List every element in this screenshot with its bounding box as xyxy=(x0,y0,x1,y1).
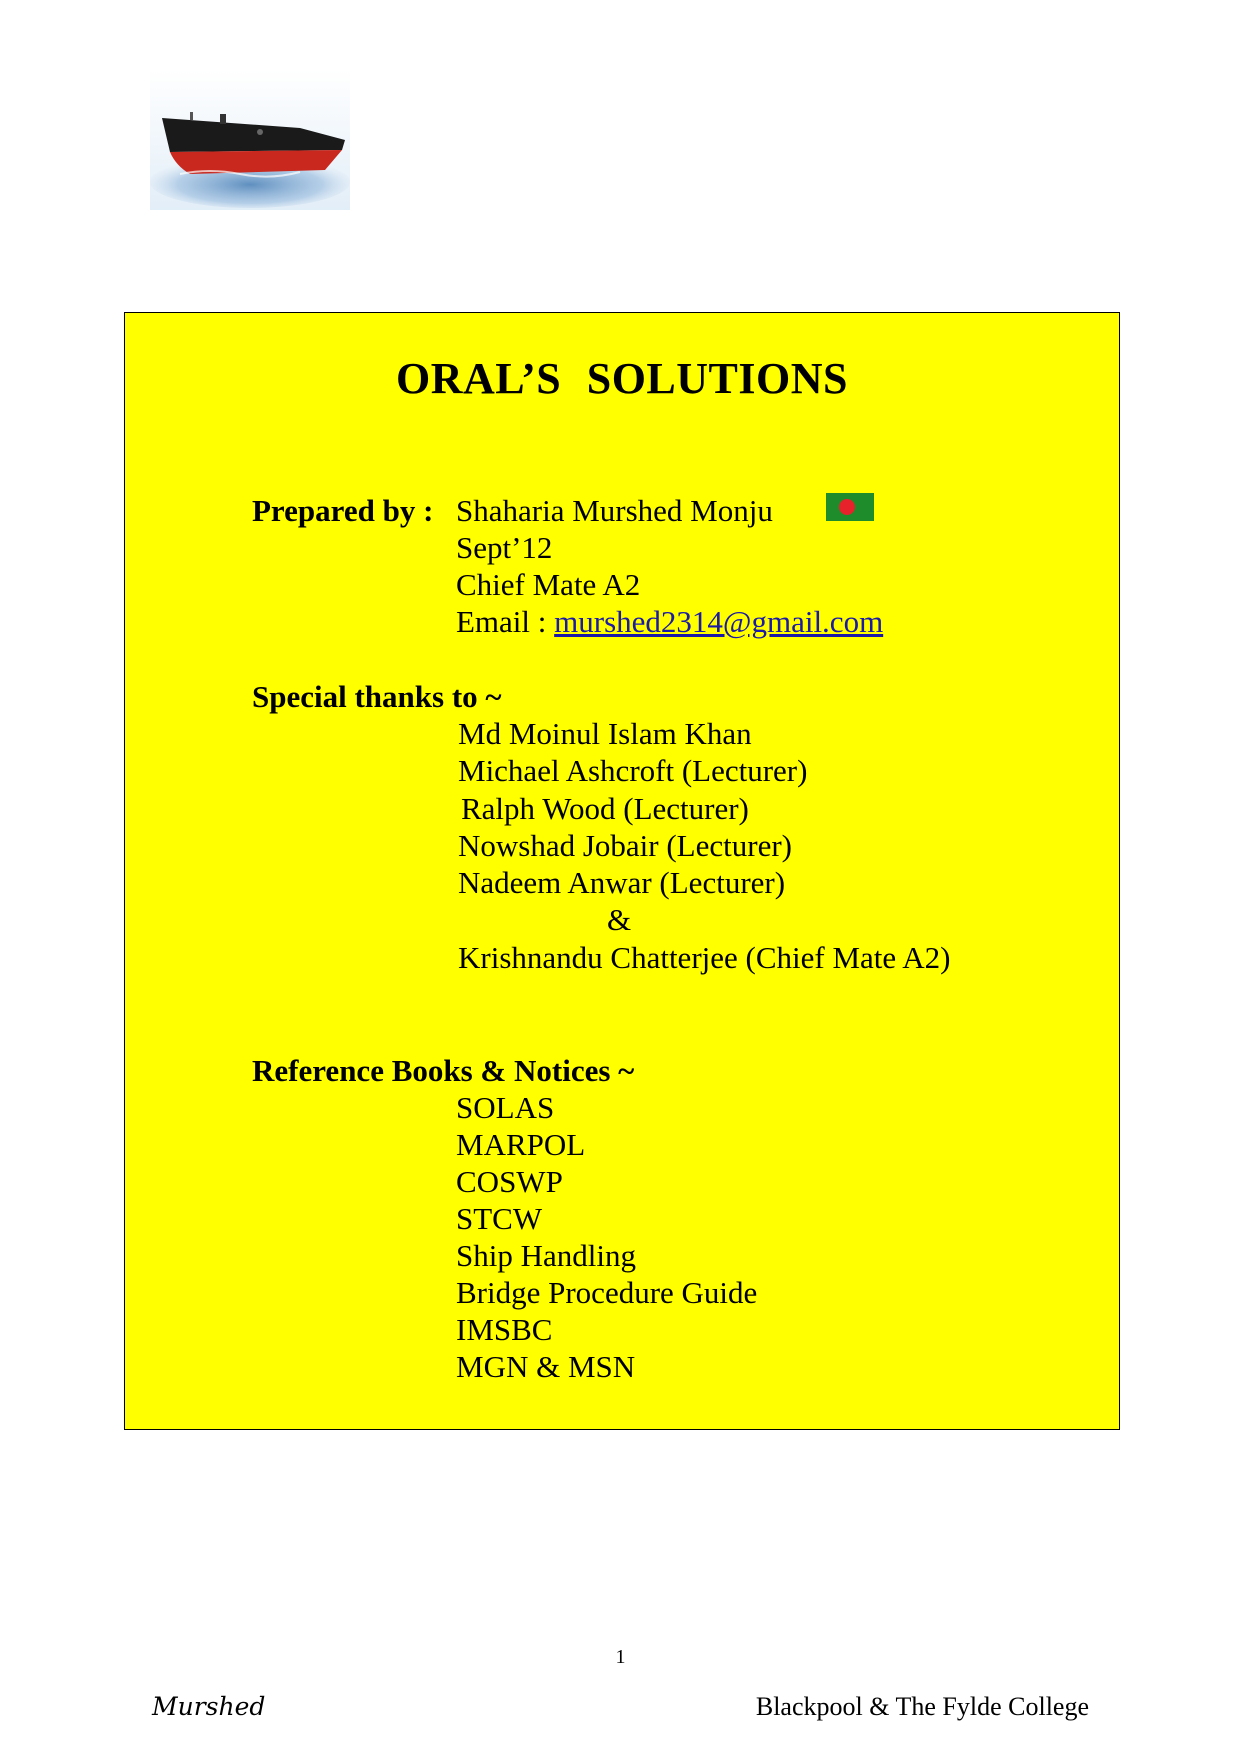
thanks-ampersand: & xyxy=(607,902,632,937)
reference-item: MARPOL xyxy=(456,1127,586,1162)
prepared-by-label: Prepared by : xyxy=(252,493,434,528)
references-heading: Reference Books & Notices ~ xyxy=(252,1053,635,1088)
page-number: 1 xyxy=(615,1646,626,1668)
email-label: Email : xyxy=(456,604,547,639)
thanks-person: Krishnandu Chatterjee (Chief Mate A2) xyxy=(458,940,951,975)
email-line xyxy=(456,604,883,640)
reference-item: MGN & MSN xyxy=(456,1349,636,1384)
thanks-person: Nadeem Anwar (Lecturer) xyxy=(458,865,786,900)
reference-item: IMSBC xyxy=(456,1312,553,1347)
thanks-person: Michael Ashcroft (Lecturer) xyxy=(458,753,808,788)
author-rank: Chief Mate A2 xyxy=(456,567,641,602)
footer-college: Blackpool & The Fylde College xyxy=(755,1692,1089,1721)
reference-item: COSWP xyxy=(456,1164,563,1199)
thanks-person: Nowshad Jobair (Lecturer) xyxy=(458,828,792,863)
bangladesh-flag-icon xyxy=(826,493,874,521)
ship-logo-icon xyxy=(150,70,350,210)
author-name: Shaharia Murshed Monju xyxy=(456,493,773,528)
reference-item: Ship Handling xyxy=(456,1238,636,1273)
thanks-person: Ralph Wood (Lecturer) xyxy=(461,791,749,826)
thanks-person: Md Moinul Islam Khan xyxy=(458,716,752,751)
email-link[interactable]: murshed2314@gmail.com xyxy=(554,604,884,639)
reference-item: Bridge Procedure Guide xyxy=(456,1275,758,1310)
footer-author: Murshed xyxy=(152,1692,266,1721)
special-thanks-heading: Special thanks to ~ xyxy=(252,679,502,714)
document-title: ORAL’S SOLUTIONS xyxy=(396,354,848,403)
author-date: Sept’12 xyxy=(456,530,553,565)
cover-box xyxy=(124,312,1120,1430)
reference-item: STCW xyxy=(456,1201,543,1236)
reference-item: SOLAS xyxy=(456,1090,555,1125)
